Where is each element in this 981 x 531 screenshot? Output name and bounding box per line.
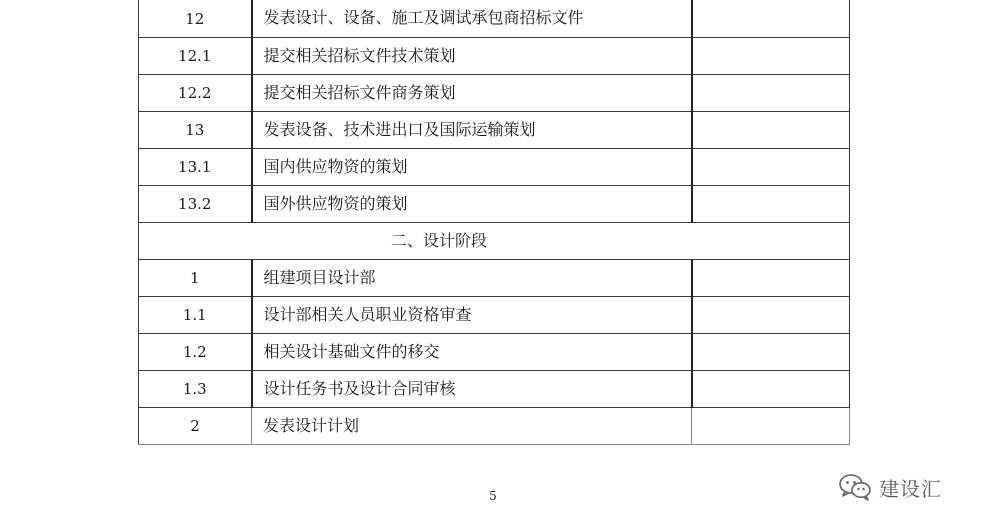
- item-description: 发表设计计划: [252, 407, 692, 444]
- section-title: 二、设计阶段: [139, 222, 850, 259]
- item-number: 12: [139, 0, 252, 37]
- watermark-text: 建设汇: [879, 476, 942, 501]
- empty-cell: [692, 259, 850, 296]
- empty-cell: [692, 185, 850, 222]
- table-row: [139, 74, 850, 111]
- item-description: 发表设计、设备、施工及调试承包商招标文件: [252, 0, 692, 37]
- table-row: [139, 111, 850, 148]
- empty-cell: [692, 148, 850, 185]
- table-row: [139, 333, 850, 370]
- table-row: [139, 370, 850, 407]
- empty-cell: [692, 333, 850, 370]
- page-number: 5: [489, 489, 497, 503]
- table-row: [139, 259, 850, 296]
- item-number: 13: [139, 111, 252, 148]
- item-description: 提交相关招标文件技术策划: [252, 37, 692, 74]
- item-description: 国外供应物资的策划: [252, 185, 692, 222]
- table-row: [139, 296, 850, 333]
- item-description: 提交相关招标文件商务策划: [252, 74, 692, 111]
- item-number: 1.1: [139, 296, 252, 333]
- item-number: 12.1: [139, 37, 252, 74]
- empty-cell: [692, 74, 850, 111]
- watermark: [838, 472, 942, 502]
- item-number: 1: [139, 259, 252, 296]
- empty-cell: [692, 296, 850, 333]
- item-description: 发表设备、技术进出口及国际运输策划: [252, 111, 692, 148]
- item-number: 1.3: [139, 370, 252, 407]
- item-description: 设计任务书及设计合同审核: [252, 370, 692, 407]
- item-description: 设计部相关人员职业资格审查: [252, 296, 692, 333]
- empty-cell: [692, 370, 850, 407]
- item-description: 国内供应物资的策划: [252, 148, 692, 185]
- item-number: 12.2: [139, 74, 252, 111]
- empty-cell: [692, 407, 850, 444]
- item-number: 13.1: [139, 148, 252, 185]
- item-description: 相关设计基础文件的移交: [252, 333, 692, 370]
- schedule-table: [138, 0, 850, 445]
- empty-cell: [692, 0, 850, 37]
- item-description: 组建项目设计部: [252, 259, 692, 296]
- wechat-icon: [838, 473, 872, 501]
- table-row: [139, 407, 850, 444]
- item-number: 13.2: [139, 185, 252, 222]
- empty-cell: [692, 37, 850, 74]
- item-number: 1.2: [139, 333, 252, 370]
- item-number: 2: [139, 407, 252, 444]
- empty-cell: [692, 111, 850, 148]
- table-row: [139, 148, 850, 185]
- table-row: [139, 37, 850, 74]
- section-header-row: [139, 222, 850, 259]
- table-row: [139, 185, 850, 222]
- table-row: [139, 0, 850, 37]
